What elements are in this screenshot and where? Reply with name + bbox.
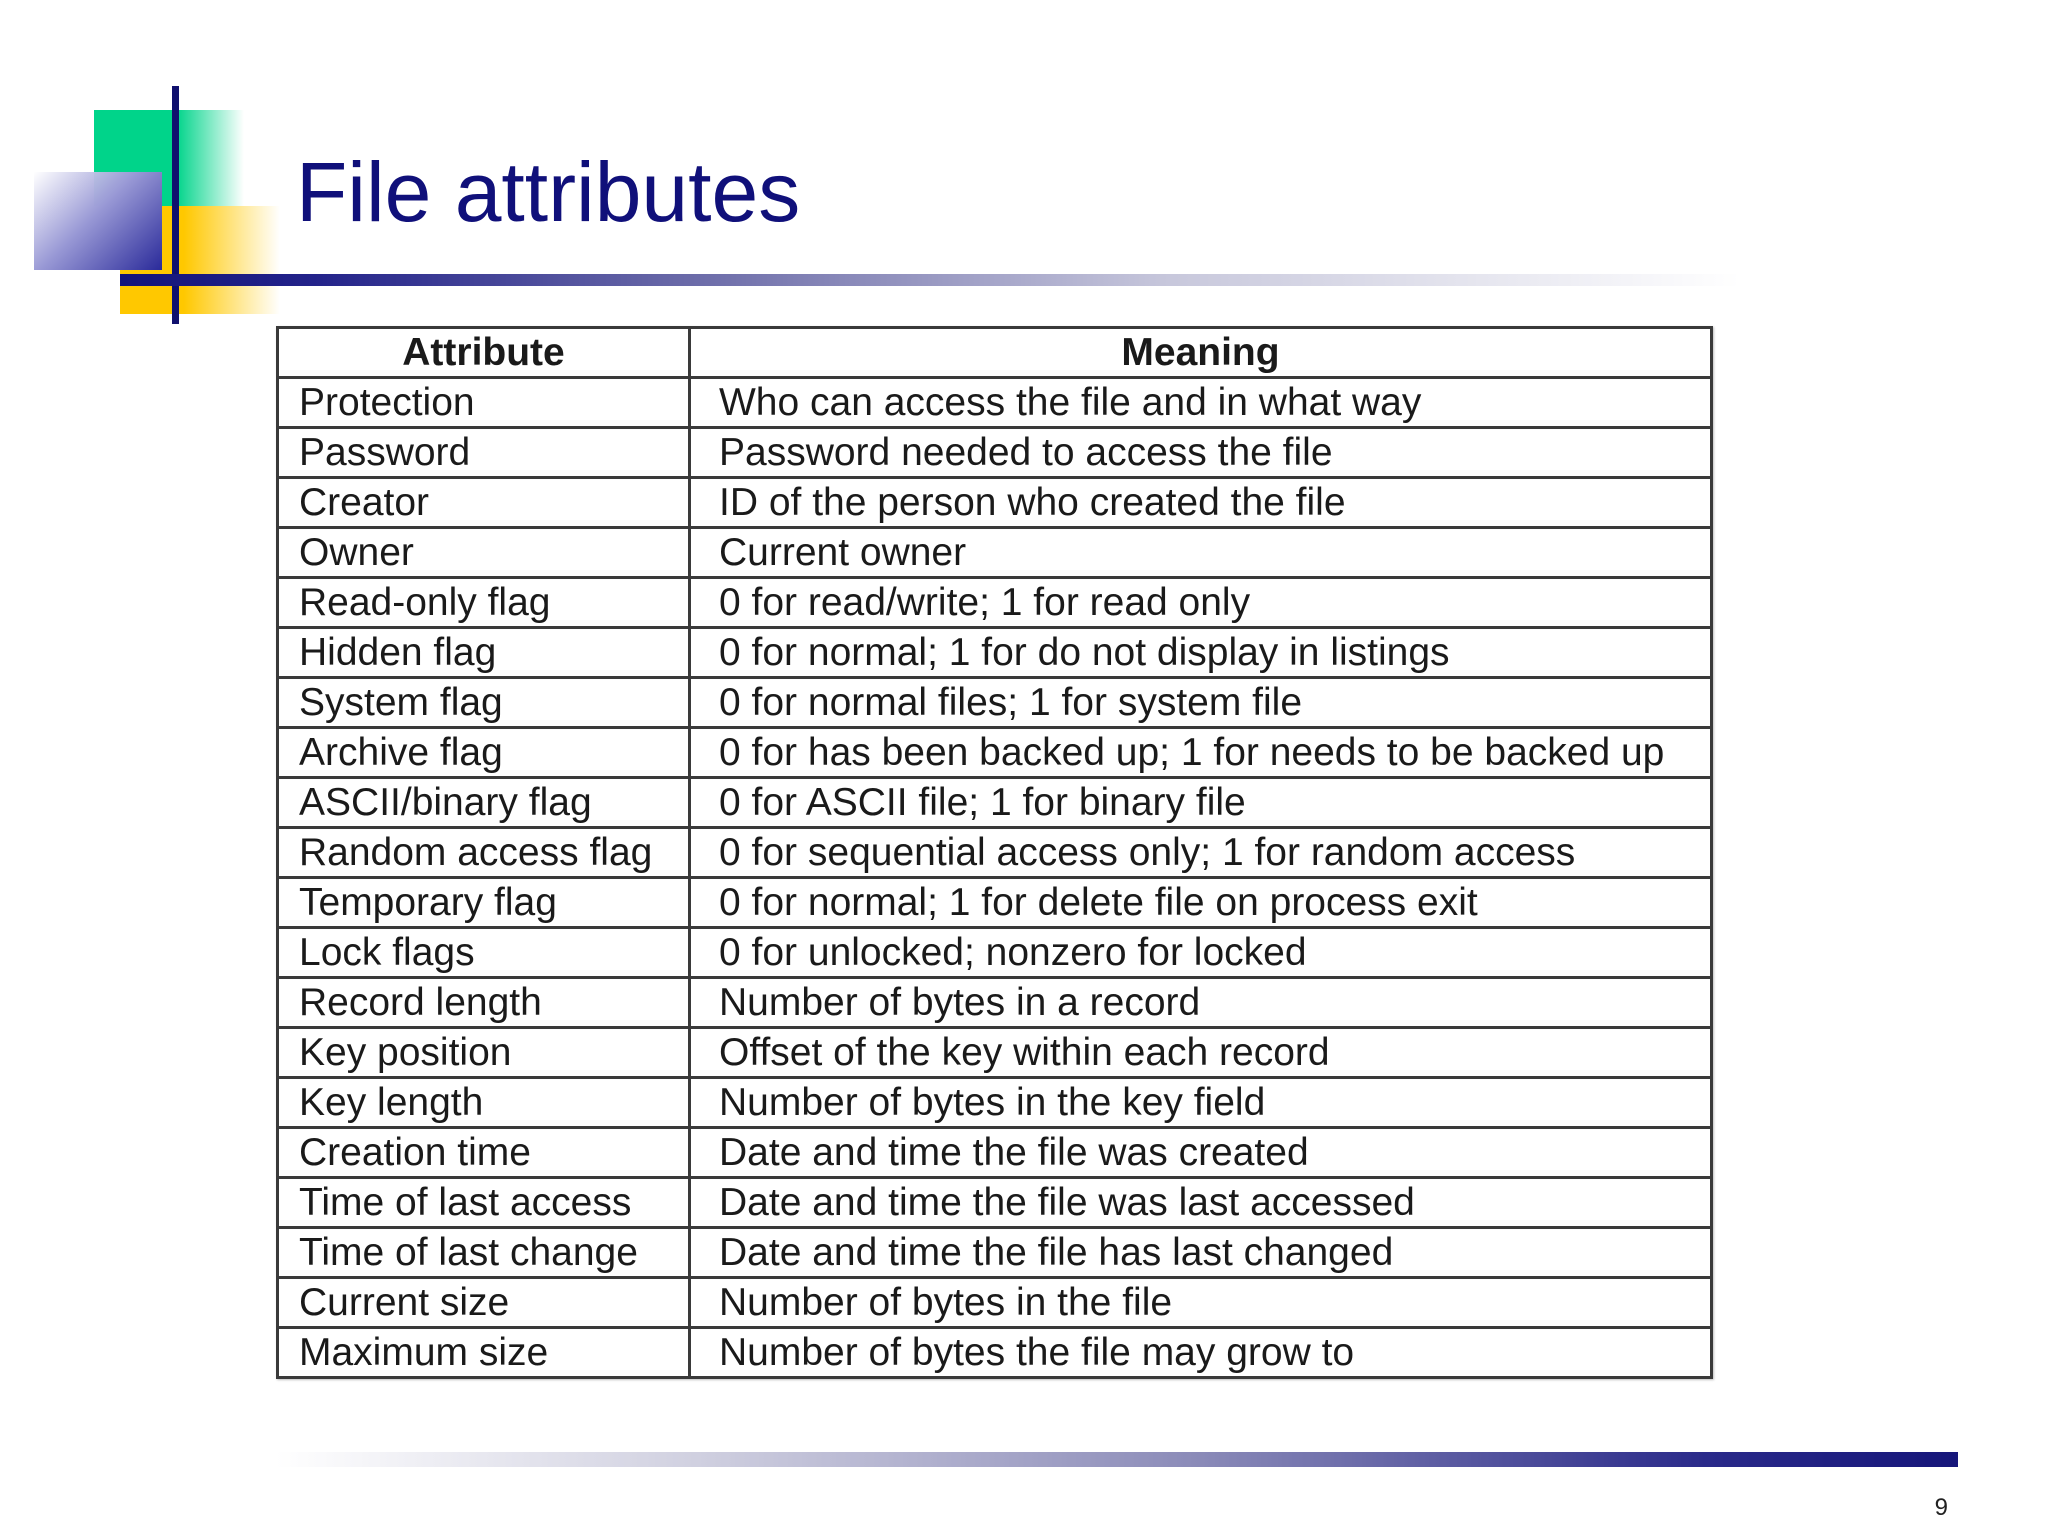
meaning-cell: 0 for sequential access only; 1 for random access [690, 828, 1712, 878]
meaning-cell: 0 for normal; 1 for delete file on process exit [690, 878, 1712, 928]
logo-blue-square [34, 172, 162, 270]
meaning-cell: 0 for normal files; 1 for system file [690, 678, 1712, 728]
attribute-cell: Password [278, 428, 690, 478]
header-meaning: Meaning [690, 328, 1712, 378]
meaning-cell: ID of the person who created the file [690, 478, 1712, 528]
attribute-cell: Lock flags [278, 928, 690, 978]
table-row [278, 978, 1712, 1028]
attribute-cell: Record length [278, 978, 690, 1028]
table-row [278, 1278, 1712, 1328]
table-row [278, 778, 1712, 828]
attribute-cell: Creator [278, 478, 690, 528]
attribute-cell: Key length [278, 1078, 690, 1128]
meaning-cell: 0 for ASCII file; 1 for binary file [690, 778, 1712, 828]
attribute-cell: Protection [278, 378, 690, 428]
page-number: 9 [1934, 1494, 1948, 1521]
attribute-cell: System flag [278, 678, 690, 728]
header-attribute: Attribute [278, 328, 690, 378]
attribute-cell: Creation time [278, 1128, 690, 1178]
meaning-cell: Number of bytes in the file [690, 1278, 1712, 1328]
meaning-cell: Number of bytes in a record [690, 978, 1712, 1028]
table-row [278, 478, 1712, 528]
table-row [278, 1228, 1712, 1278]
meaning-cell: Password needed to access the file [690, 428, 1712, 478]
table-body [278, 378, 1712, 1378]
attribute-cell: Key position [278, 1028, 690, 1078]
table-row [278, 378, 1712, 428]
meaning-cell: Date and time the file has last changed [690, 1228, 1712, 1278]
meaning-cell: 0 for normal; 1 for do not display in listings [690, 628, 1712, 678]
meaning-cell: Number of bytes in the key field [690, 1078, 1712, 1128]
attribute-cell: Maximum size [278, 1328, 690, 1378]
attribute-cell: Hidden flag [278, 628, 690, 678]
slide-title: File attributes [296, 145, 801, 239]
table-row [278, 828, 1712, 878]
table-row [278, 678, 1712, 728]
table-row [278, 1328, 1712, 1378]
meaning-cell: Date and time the file was created [690, 1128, 1712, 1178]
table-row [278, 1078, 1712, 1128]
table-row [278, 1178, 1712, 1228]
table-row [278, 1028, 1712, 1078]
table-row [278, 628, 1712, 678]
meaning-cell: Number of bytes the file may grow to [690, 1328, 1712, 1378]
attribute-cell: Read-only flag [278, 578, 690, 628]
attribute-cell: ASCII/binary flag [278, 778, 690, 828]
table-header-row [278, 328, 1712, 378]
table-row [278, 428, 1712, 478]
meaning-cell: 0 for has been backed up; 1 for needs to be backed up [690, 728, 1712, 778]
attributes-table-container [276, 326, 1713, 1379]
table-row [278, 878, 1712, 928]
table-row [278, 528, 1712, 578]
logo-vertical-line [172, 86, 179, 324]
attribute-cell: Archive flag [278, 728, 690, 778]
meaning-cell: Offset of the key within each record [690, 1028, 1712, 1078]
attribute-cell: Temporary flag [278, 878, 690, 928]
attribute-cell: Current size [278, 1278, 690, 1328]
meaning-cell: Who can access the file and in what way [690, 378, 1712, 428]
meaning-cell: Current owner [690, 528, 1712, 578]
footer-gradient-bar [276, 1452, 1958, 1467]
table-row [278, 928, 1712, 978]
attribute-cell: Owner [278, 528, 690, 578]
title-underline-bar [120, 274, 1740, 286]
table-row [278, 578, 1712, 628]
meaning-cell: 0 for unlocked; nonzero for locked [690, 928, 1712, 978]
attribute-cell: Random access flag [278, 828, 690, 878]
meaning-cell: Date and time the file was last accessed [690, 1178, 1712, 1228]
attribute-cell: Time of last change [278, 1228, 690, 1278]
attributes-table [276, 326, 1713, 1379]
meaning-cell: 0 for read/write; 1 for read only [690, 578, 1712, 628]
attribute-cell: Time of last access [278, 1178, 690, 1228]
table-row [278, 728, 1712, 778]
table-row [278, 1128, 1712, 1178]
